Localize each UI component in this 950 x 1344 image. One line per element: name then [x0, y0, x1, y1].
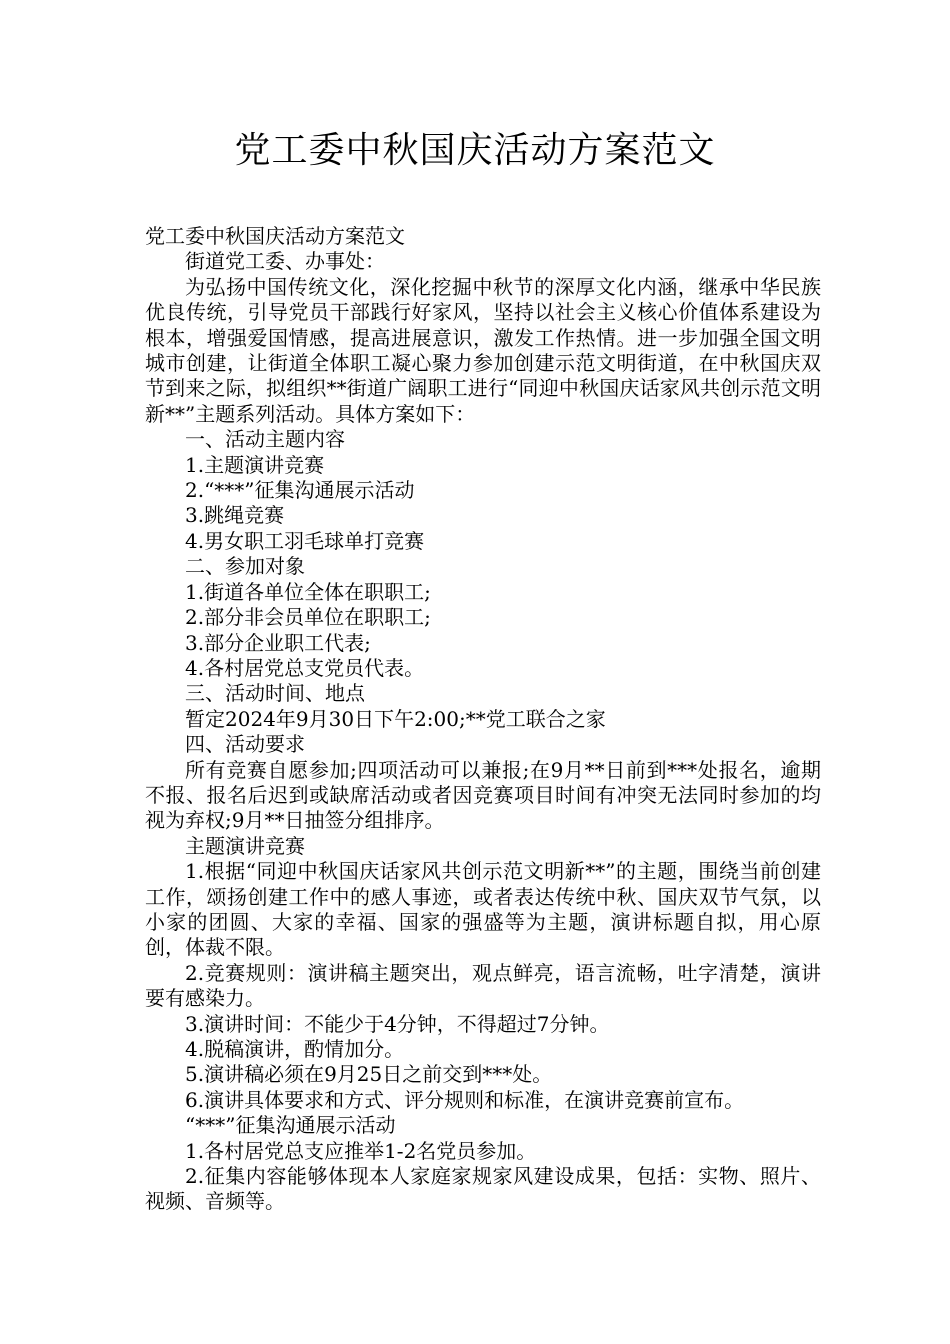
intro-paragraph: 为弘扬中国传统文化，深化挖掘中秋节的深厚文化内涵，继承中华民族优良传统，引导党员干部践行好家风，坚持以社会主义核心价值体系建设为根本，增强爱国情感，提高进展意识，激发工作热情。进一步加强全国文明城市创建，让街道全体职工凝心聚力参加创建示范文明街道，在中秋国庆双节到来之际，拟组织**街道广阔职工进行“同迎中秋国庆话家风共创示范文明新**”主题系列活动。具体方案如下：: [145, 274, 821, 426]
requirements-paragraph: 所有竞赛自愿参加;四项活动可以兼报;在9月**日前到***处报名，逾期不报、报名后迟到或缺席活动或者因竞赛项目时间有冲突无法同时参加的均视为弃权;9月**日抽签分组排序。: [145, 757, 821, 833]
list-item: 2.部分非会员单位在职职工;: [185, 605, 431, 630]
list-item: 3.演讲时间：不能少于4分钟，不得超过7分钟。: [185, 1011, 610, 1036]
list-item: 5.演讲稿必须在9月25日之前交到***处。: [185, 1062, 553, 1087]
list-item: 1.各村居党总支应推举1-2名党员参加。: [185, 1138, 537, 1163]
list-item: 2.竞赛规则：演讲稿主题突出，观点鲜亮，语言流畅，吐字清楚，演讲要有感染力。: [145, 960, 821, 1011]
list-item: 6.演讲具体要求和方式、评分规则和标准，在演讲竞赛前宣布。: [185, 1087, 745, 1112]
subheading-collection-activity: “***”征集沟通展示活动: [185, 1113, 396, 1138]
list-item: 2.征集内容能够体现本人家庭家规家风建设成果，包括：实物、照片、视频、音频等。: [145, 1164, 821, 1214]
list-item: 1.根据“同迎中秋国庆话家风共创示范文明新**”的主题，围绕当前创建工作，颂扬创建工作中的感人事迹，或者表达传统中秋、国庆双节气氛，以小家的团圆、大家的幸福、国家的强盛等为主题，演讲标题自拟，用心原创，体裁不限。: [145, 859, 821, 960]
salutation: 街道党工委、办事处：: [185, 249, 385, 274]
list-item: 3.跳绳竞赛: [185, 503, 285, 528]
time-place-text: 暂定2024年9月30日下午2:00;**党工联合之家: [185, 706, 606, 731]
doc-heading-repeat: 党工委中秋国庆活动方案范文: [145, 224, 405, 248]
list-item: 1.主题演讲竞赛: [185, 452, 325, 477]
document-body: [145, 224, 821, 1215]
list-item: 4.男女职工羽毛球单打竞赛: [185, 528, 425, 553]
section-heading-time-place: 三、活动时间、地点: [185, 681, 365, 706]
section-heading-content: 一、活动主题内容: [185, 427, 345, 452]
section-heading-participants: 二、参加对象: [185, 554, 305, 579]
list-item: 2.“***”征集沟通展示活动: [185, 478, 415, 503]
list-item: 3.部分企业职工代表;: [185, 630, 371, 655]
section-heading-requirements: 四、活动要求: [185, 732, 305, 757]
list-item: 4.脱稿演讲，酌情加分。: [185, 1037, 405, 1061]
subheading-speech-contest: 主题演讲竞赛: [185, 833, 305, 858]
page-title: 党工委中秋国庆活动方案范文: [234, 130, 716, 171]
list-item: 1.街道各单位全体在职职工;: [185, 579, 431, 604]
list-item: 4.各村居党总支党员代表。: [185, 655, 425, 680]
